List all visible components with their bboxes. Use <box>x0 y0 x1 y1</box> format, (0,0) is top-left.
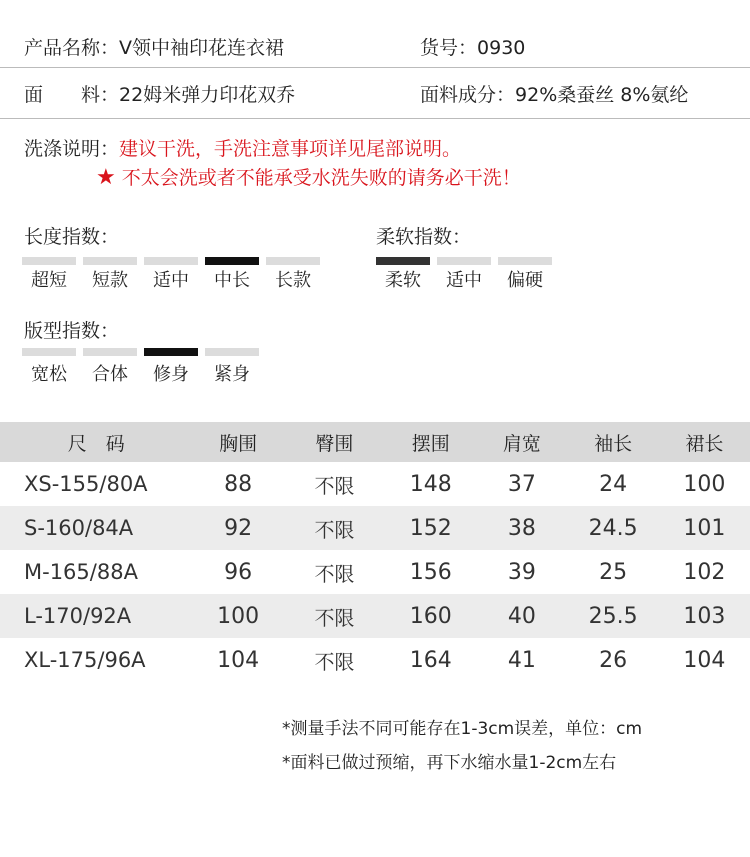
measurement-cell: 156 <box>409 559 452 585</box>
length-option-label: 超短 <box>31 270 67 291</box>
composition-label: 面料成分： <box>420 84 516 106</box>
length-index-title: 长度指数： <box>24 226 120 248</box>
measurement-cell: 39 <box>507 559 536 585</box>
softness-bar-1 <box>437 257 491 265</box>
column-header: 摆围 <box>385 422 476 462</box>
wash-row <box>24 138 461 160</box>
size-cell: S-160/84A <box>0 506 193 550</box>
fit-bar-0 <box>22 348 76 356</box>
measurement-cell: 40 <box>476 594 567 638</box>
length-bar-4 <box>266 257 320 265</box>
fit-index-title: 版型指数： <box>24 320 120 342</box>
length-option-label: 长款 <box>275 270 311 291</box>
divider <box>0 118 750 119</box>
product-code-value: 0930 <box>477 37 526 59</box>
measurement-cell: 104 <box>217 647 260 673</box>
size-cell: XS-155/80A <box>24 472 148 496</box>
measurement-cell: 152 <box>385 506 476 550</box>
measurement-cell: 24 <box>599 471 628 497</box>
length-option-label: 适中 <box>153 270 189 291</box>
wash-warning-row <box>96 167 521 189</box>
column-header: 裙长 <box>659 422 750 462</box>
measurement-cell: 100 <box>193 594 284 638</box>
table-row <box>0 506 750 550</box>
size-table <box>0 422 750 682</box>
length-bar-2 <box>144 257 198 265</box>
measurement-cell: 164 <box>409 647 452 673</box>
table-row <box>0 462 750 506</box>
measurement-cell: 88 <box>224 471 253 497</box>
measurement-cell: 不限 <box>314 561 355 586</box>
softness-bar-2 <box>498 257 552 265</box>
measurement-cell: 25 <box>599 559 628 585</box>
measurement-note: *测量手法不同可能存在1-3cm误差，单位：cm <box>282 719 643 739</box>
star-icon: ★ <box>96 165 116 190</box>
measurement-cell: 不限 <box>284 506 385 550</box>
measurement-cell: 148 <box>409 471 452 497</box>
softness-bar-0 <box>376 257 430 265</box>
column-header: 胸围 <box>193 422 284 462</box>
wash-line1: 建议干洗，手洗注意事项详见尾部说明。 <box>119 138 462 160</box>
composition-row <box>420 84 688 106</box>
composition-value: 92%桑蚕丝 8%氨纶 <box>515 84 689 106</box>
size-cell: M-165/88A <box>24 560 138 584</box>
table-row <box>0 638 750 682</box>
measurement-cell: 92 <box>193 506 284 550</box>
softness-option-label: 偏硬 <box>507 270 543 291</box>
measurement-cell: 101 <box>659 506 750 550</box>
fit-bar-1 <box>83 348 137 356</box>
length-bar-1 <box>83 257 137 265</box>
wash-label: 洗涤说明： <box>24 138 120 160</box>
column-header: 袖长 <box>568 422 659 462</box>
measurement-cell: 96 <box>224 559 253 585</box>
softness-option-label: 适中 <box>446 270 482 291</box>
measurement-cell: 24.5 <box>568 506 659 550</box>
measurement-cell: 26 <box>599 647 628 673</box>
measurement-cell: 41 <box>507 647 536 673</box>
measurement-cell: 不限 <box>314 473 355 498</box>
product-name-label: 产品名称： <box>24 37 120 59</box>
product-code-row <box>420 37 525 59</box>
measurement-cell: 103 <box>659 594 750 638</box>
fit-option-label: 修身 <box>153 364 189 385</box>
measurement-cell: 100 <box>683 471 726 497</box>
measurement-cell: 25.5 <box>568 594 659 638</box>
measurement-cell: 37 <box>507 471 536 497</box>
softness-index-title: 柔软指数： <box>376 226 472 248</box>
measurement-cell: 38 <box>476 506 567 550</box>
wash-line2: 不太会洗或者不能承受水洗失败的请务必干洗！ <box>121 167 521 189</box>
column-header: 臀围 <box>284 422 385 462</box>
length-bar-3 <box>205 257 259 265</box>
length-option-label: 中长 <box>214 270 250 291</box>
fabric-value: 22姆米弹力印花双乔 <box>119 84 296 106</box>
fabric-label: 面 料： <box>24 84 120 106</box>
fabric-row <box>24 84 295 106</box>
column-header: 肩宽 <box>476 422 567 462</box>
size-cell: XL-175/96A <box>24 648 146 672</box>
divider <box>0 67 750 68</box>
fit-bar-2 <box>144 348 198 356</box>
measurement-cell: 不限 <box>284 594 385 638</box>
measurement-cell: 不限 <box>314 649 355 674</box>
product-name-value: V领中袖印花连衣裙 <box>119 37 285 59</box>
measurement-cell: 102 <box>683 559 726 585</box>
measurement-cell: 160 <box>385 594 476 638</box>
length-bar-0 <box>22 257 76 265</box>
measurement-cell: 104 <box>683 647 726 673</box>
fit-option-label: 宽松 <box>31 364 67 385</box>
fit-option-label: 紧身 <box>214 364 250 385</box>
fit-option-label: 合体 <box>92 364 128 385</box>
table-row <box>0 550 750 594</box>
table-header-row <box>0 422 750 462</box>
shrinkage-note: *面料已做过预缩，再下水缩水量1-2cm左右 <box>282 753 617 773</box>
softness-option-label: 柔软 <box>385 270 421 291</box>
product-name-row <box>24 37 284 59</box>
table-row <box>0 594 750 638</box>
column-header: 尺 码 <box>0 422 193 462</box>
product-code-label: 货号： <box>420 37 478 59</box>
fit-bar-3 <box>205 348 259 356</box>
size-cell: L-170/92A <box>0 594 193 638</box>
length-option-label: 短款 <box>92 270 128 291</box>
